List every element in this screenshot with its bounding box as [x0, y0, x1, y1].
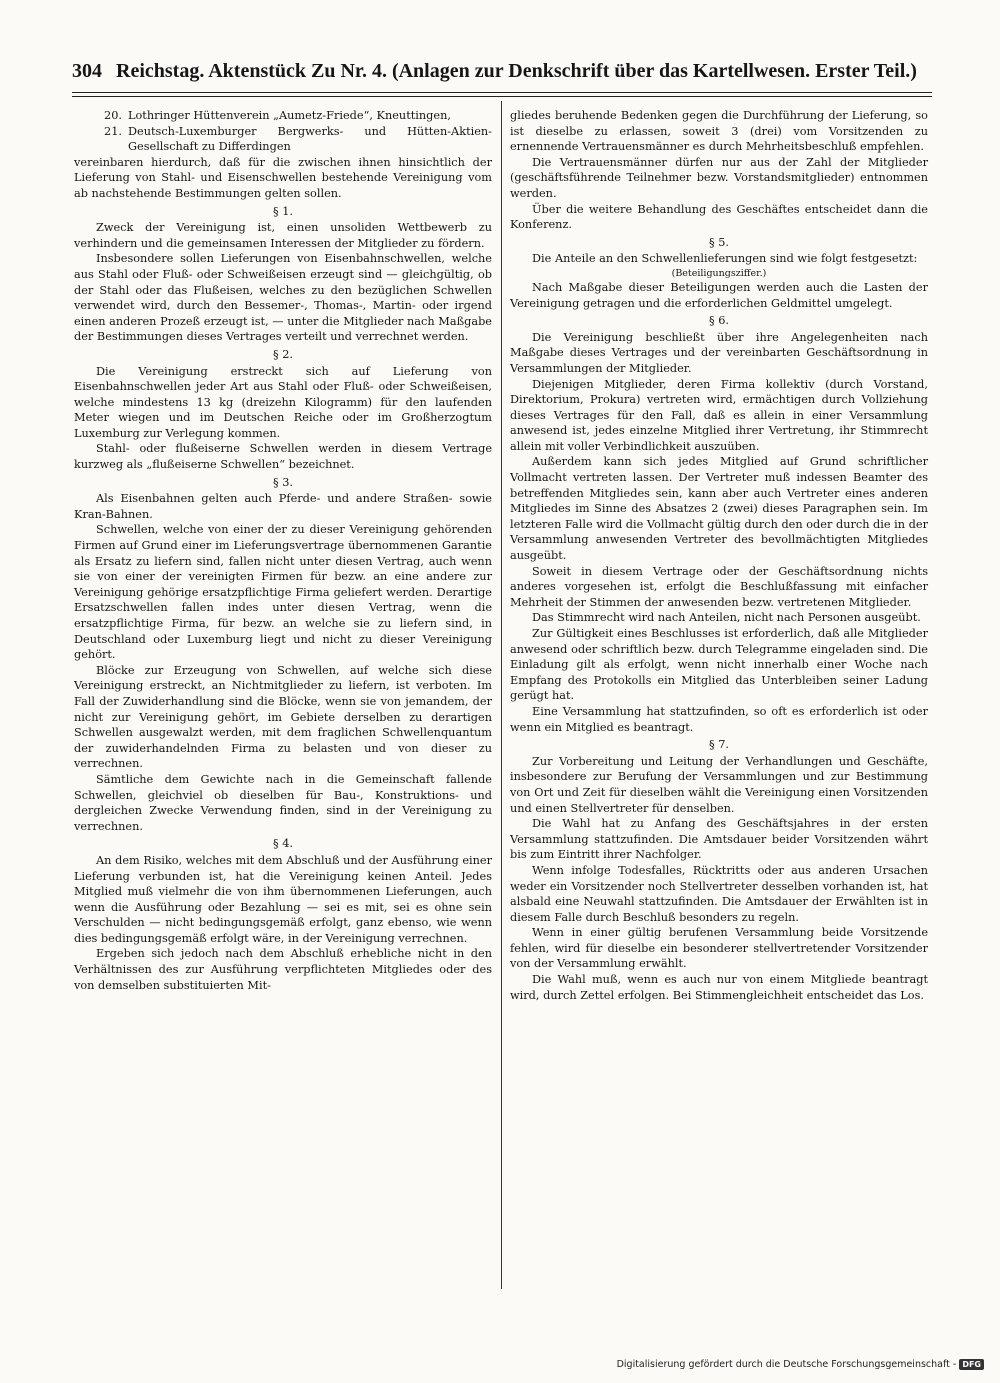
- list-number: 21.: [104, 124, 122, 138]
- paragraph: Sämtliche dem Gewichte nach in die Gemeinschaft fallende Schwellen, gleichviel ob dieselben für Bau-, Konstruktions- und dergleichen Zwecke Verwendung finden, sind in der Vereinigung zu verrechnen.: [74, 772, 492, 833]
- paragraph: Zweck der Vereinigung ist, einen unsoliden Wettbewerb zu verhindern und die gemeinsamen Interessen der Mitglieder zu fördern.: [74, 221, 492, 250]
- paragraph: Eine Versammlung hat stattzufinden, so oft es erforderlich ist oder wenn ein Mitglied es beantragt.: [510, 704, 928, 734]
- paragraph: Die Wahl hat zu Anfang des Geschäftsjahres in der ersten Versammlung stattzufinden. Die Amtsdauer beider Vorsitzenden währt bis zum Eintritt ihrer Nachfolger.: [510, 817, 928, 862]
- participation-label: (Beteiligungsziffer.): [671, 267, 767, 279]
- right-column: [510, 108, 928, 1003]
- paragraph: Außerdem kann sich jedes Mitglied auf Grund schriftlicher Vollmacht vertreten lassen. Der Vertreter muß indessen Beamter des betreffenden Mitgliedes sein, kann aber auch Vertreter eines anderen Mitgliedes im Sinne des Absatzes 2 (zwei) dieses Paragraphen sein. Im letzteren Falle wird die Vollmacht gültig durch den oder durch die in der Versammlung anwesenden Vertreter des bevollmächtigten Mitgliedes ausgeübt.: [510, 455, 928, 563]
- paragraph: Ergeben sich jedoch nach dem Abschluß erhebliche nicht in den Verhältnissen des zur Ausführung verpflichteten Mitgliedes oder des von demselben substituierten Mit-: [74, 947, 492, 992]
- list-text: Lothringer Hüttenverein „Aumetz-Friede“, Kneuttingen,: [128, 109, 451, 122]
- column-divider: [501, 101, 502, 1289]
- dfg-logo: DFG: [959, 1359, 984, 1370]
- section-heading-3: § 3.: [272, 475, 294, 489]
- paragraph: Insbesondere sollen Lieferungen von Eisenbahnschwellen, welche aus Stahl oder Fluß- oder Schweißeisen erzeugt sind — gleichgültig, ob der Stahl oder das Flußeisen, welches zu den bezüglichen Schwellen verwendet wird, durch den Bessemer-, Thomas-, Martin- oder irgend einen anderen Prozeß erzeugt ist, — unter die Mitglieder nach Maßgabe der Bestimmungen dieses Vertrages verteilt und verrechnet werden.: [74, 252, 492, 344]
- list-text: Deutsch-Luxemburger Bergwerks- und Hütten-Aktien-Gesellschaft zu Differdingen: [128, 124, 492, 154]
- paragraph: Blöcke zur Erzeugung von Schwellen, auf welche sich diese Vereinigung erstreckt, an Nichtmitglieder zu liefern, ist verboten. Im Fall der Zuwiderhandlung sind die Blöcke, wenn sie von jemandem, der nicht zur Vereinigung gehört, im Gebiete derselben zu derartigen Schwellen ausgewalzt werden, mit dem fraglichen Schwellenquantum der zuwiderhandelnden Firma zu belasten und von dieser zu verrechnen.: [74, 663, 492, 771]
- header-rule: [72, 92, 932, 93]
- paragraph: Wenn in einer gültig berufenen Versammlung beide Vorsitzende fehlen, wird für dieselbe ein besonderer stellvertretender Vorsitzender von der Versammlung erwählt.: [510, 926, 928, 971]
- list-item: [74, 124, 492, 155]
- paragraph: Die Vertrauensmänner dürfen nur aus der Zahl der Mitglieder (geschäftsführende Teilnehmer bezw. Vorstandsmitglieder) entnommen werden.: [510, 155, 928, 200]
- paragraph: Stahl- oder flußeiserne Schwellen werden in diesem Vertrage kurzweg als „flußeiserne Schwellen“ bezeichnet.: [74, 442, 492, 472]
- paragraph: Als Eisenbahnen gelten auch Pferde- und andere Straßen- sowie Kran-Bahnen.: [74, 492, 492, 521]
- paragraph: Zur Vorbereitung und Leitung der Verhandlungen und Geschäfte, insbesondere zur Berufung der Versammlungen und zur Bestimmung von Ort und Zeit für dieselben wählt die Vereinigung einen Vorsitzenden und einen Stellvertreter für denselben.: [510, 754, 928, 815]
- page-number: 304: [72, 60, 102, 82]
- header-title: Reichstag. Aktenstück Zu Nr. 4. (Anlagen zur Denkschrift über das Kartellwesen. Erster Teil.): [116, 60, 917, 82]
- paragraph: Die Vereinigung beschließt über ihre Angelegenheiten nach Maßgabe dieses Vertrages und der vereinbarten Geschäftsordnung in Versammlungen der Mitglieder.: [510, 330, 928, 375]
- paragraph: Wenn infolge Todesfalles, Rücktritts oder aus anderen Ursachen weder ein Vorsitzender noch Stellvertreter desselben vorhanden ist, hat alsbald eine Neuwahl stattzufinden. Die Amtsdauer der Erwählten ist in diesem Falle durch Beschluß besonders zu regeln.: [510, 863, 928, 924]
- paragraph: Nach Maßgabe dieser Beteiligungen werden auch die Lasten der Vereinigung getragen und die erforderlichen Geldmittel umgelegt.: [510, 280, 928, 310]
- section-heading-4: § 4.: [272, 837, 294, 851]
- list-number: 20.: [104, 109, 122, 122]
- section-heading-6: § 6.: [708, 314, 730, 328]
- paragraph: An dem Risiko, welches mit dem Abschluß und der Ausführung einer Lieferung verbunden ist, hat die Vereinigung keinen Anteil. Jedes Mitglied muß vielmehr die von ihm übernommenen Lieferungen, auch wenn die Ausführung oder Bezahlung — sei es mit, sei es ohne sein Verschulden — nicht bedingungsgemäß erfolgt, ganz ebenso, wie wenn dies bedingungsgemäß erfolgt wäre, in der Vereinigung verrechnen.: [74, 853, 492, 945]
- digitization-credit: [617, 1357, 984, 1371]
- section-heading-5: § 5.: [708, 235, 730, 249]
- left-column: [74, 108, 492, 993]
- paragraph: Soweit in diesem Vertrage oder der Geschäftsordnung nichts anderes vorgesehen ist, erfolgt die Beschlußfassung mit einfacher Mehrheit der Stimmen der anwesenden bezw. vertretenen Mitglieder.: [510, 564, 928, 609]
- section-heading-2: § 2.: [272, 347, 294, 361]
- paragraph: Diejenigen Mitglieder, deren Firma kollektiv (durch Vorstand, Direktorium, Prokura) vertreten wird, ermächtigen durch Vollziehung dieses Vertrages für den Fall, daß es allein in einer Versammlung anwesend ist, jedes einzelne Mitglied ihrer Vertretung, ihr Stimmrecht allein mit voller Verbindlichkeit auszuüben.: [510, 377, 928, 453]
- paragraph: Die Wahl muß, wenn es auch nur von einem Mitgliede beantragt wird, durch Zettel erfolgen. Bei Stimmengleichheit entscheidet das Los.: [510, 973, 928, 1002]
- section-heading-7: § 7.: [708, 738, 730, 752]
- paragraph: Das Stimmrecht wird nach Anteilen, nicht nach Personen ausgeübt.: [532, 611, 921, 625]
- list-item: [74, 108, 492, 124]
- paragraph: gliedes beruhende Bedenken gegen die Durchführung der Lieferung, so ist dieselbe zu erlassen, soweit 3 (drei) vom Vorsitzenden zu ernennende Vertrauensmänner es durch Mehrheitsbeschluß empfehlen.: [510, 109, 928, 154]
- paragraph: Die Vereinigung erstreckt sich auf Lieferung von Eisenbahnschwellen jeder Art aus Stahl oder Fluß- oder Schweißeisen, welche mindestens 13 kg (dreizehn Kilogramm) für den laufenden Meter wiegen und im Deutschen Reiche oder im Großherzogtum Luxemburg zur Verlegung kommen.: [74, 364, 492, 440]
- page-header: [72, 60, 932, 90]
- section-heading-1: § 1.: [272, 204, 294, 218]
- paragraph: Über die weitere Behandlung des Geschäftes entscheidet dann die Konferenz.: [510, 202, 928, 232]
- header-rule-double: [72, 96, 932, 97]
- credit-text: Digitalisierung gefördert durch die Deutsche Forschungsgemeinschaft -: [616, 1358, 957, 1370]
- intro-paragraph: vereinbaren hierdurch, daß für die zwischen ihnen hinsichtlich der Lieferung von Stahl- und Eisenschwellen bestehende Vereinigung vom ab nachstehende Bestimmungen gelten sollen.: [74, 155, 492, 200]
- paragraph: Die Anteile an den Schwellenlieferungen sind wie folgt festgesetzt:: [532, 252, 918, 266]
- paragraph: Zur Gültigkeit eines Beschlusses ist erforderlich, daß alle Mitglieder anwesend oder schriftlich bezw. durch Telegramme eingeladen sind. Die Einladung gilt als erfolgt, wenn nicht innerhalb einer Woche nach Empfang des Protokolls ein Mitglied das Unterbleiben seiner Ladung gerügt hat.: [510, 627, 928, 703]
- paragraph: Schwellen, welche von einer der zu dieser Vereinigung gehörenden Firmen auf Grund einer im Lieferungsvertrage übernommenen Garantie als Ersatz zu liefern sind, fallen nicht unter diesen Vertrag, auch wenn sie von einer der vereinigten Firmen für bezw. an eine andere zur Vereinigung gehörige ersatzpflichtige Firma geliefert werden. Derartige Ersatzschwellen fallen indes unter diesen Vertrag, wenn die ersatzpflichtige Firma, für bezw. an welche sie zu liefern sind, in Deutschland oder Luxemburg liegt und nicht zu dieser Vereinigung gehört.: [74, 523, 492, 662]
